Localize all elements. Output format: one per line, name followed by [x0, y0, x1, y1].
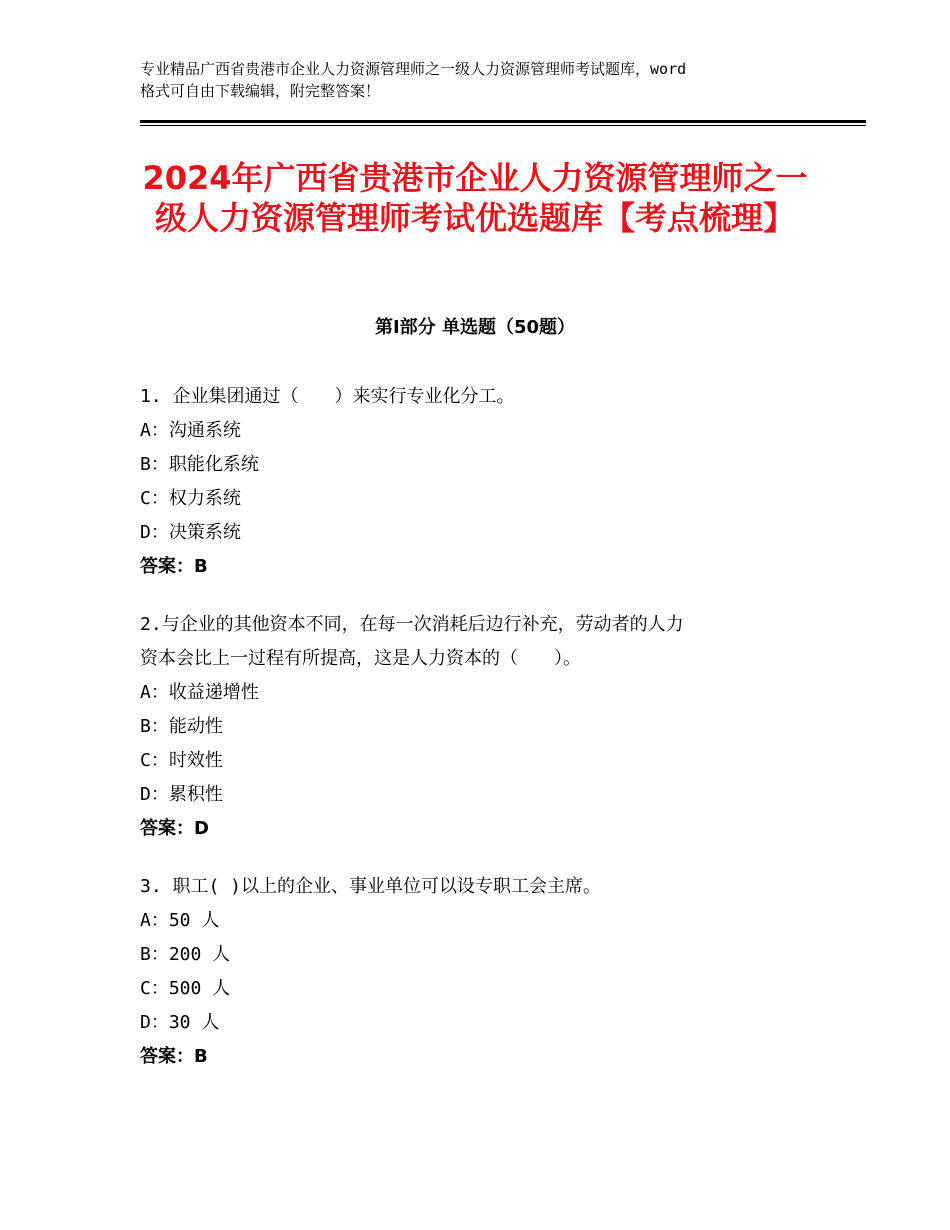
section-heading: 第Ⅰ部分 单选题（50题） [374, 317, 575, 338]
answer-label: 答案：B [140, 1046, 208, 1067]
option-b: B：200 人 [140, 944, 231, 965]
option-d: D：决策系统 [140, 522, 241, 543]
option-d: D：累积性 [140, 784, 223, 805]
header-divider-thin [140, 125, 866, 126]
question-2 [140, 608, 820, 846]
header-note [140, 58, 830, 102]
option-c: C：时效性 [140, 750, 223, 771]
question-stem: 3. 职工( )以上的企业、事业单位可以设专职工会主席。 [140, 876, 602, 897]
document-title: 2024年广西省贵港市企业人力资源管理师之一级人力资源管理师考试优选题库【考点梳理】 [142, 159, 808, 237]
option-b: B：能动性 [140, 716, 223, 737]
question-list [140, 380, 820, 1098]
option-a: A：沟通系统 [140, 420, 241, 441]
question-1 [140, 380, 820, 584]
option-c: C：权力系统 [140, 488, 241, 509]
question-stem: 1. 企业集团通过（ ）来实行专业化分工。 [140, 386, 515, 407]
header-note-line-2: 格式可自由下载编辑，附完整答案！ [140, 82, 381, 100]
option-c: C：500 人 [140, 978, 231, 999]
answer-label: 答案：B [140, 556, 208, 577]
question-stem-line-1: 2.与企业的其他资本不同，在每一次消耗后边行补充，劳动者的人力 [140, 614, 684, 635]
option-a: A：50 人 [140, 910, 220, 931]
option-a: A：收益递增性 [140, 682, 259, 703]
question-3 [140, 870, 820, 1074]
header-note-line-1: 专业精品广西省贵港市企业人力资源管理师之一级人力资源管理师考试题库，word [140, 60, 687, 78]
option-d: D：30 人 [140, 1012, 220, 1033]
header-divider [140, 120, 866, 123]
question-stem-line-2: 资本会比上一过程有所提高，这是人力资本的（ ）。 [140, 648, 581, 669]
option-b: B：职能化系统 [140, 454, 259, 475]
answer-label: 答案：D [140, 818, 209, 839]
